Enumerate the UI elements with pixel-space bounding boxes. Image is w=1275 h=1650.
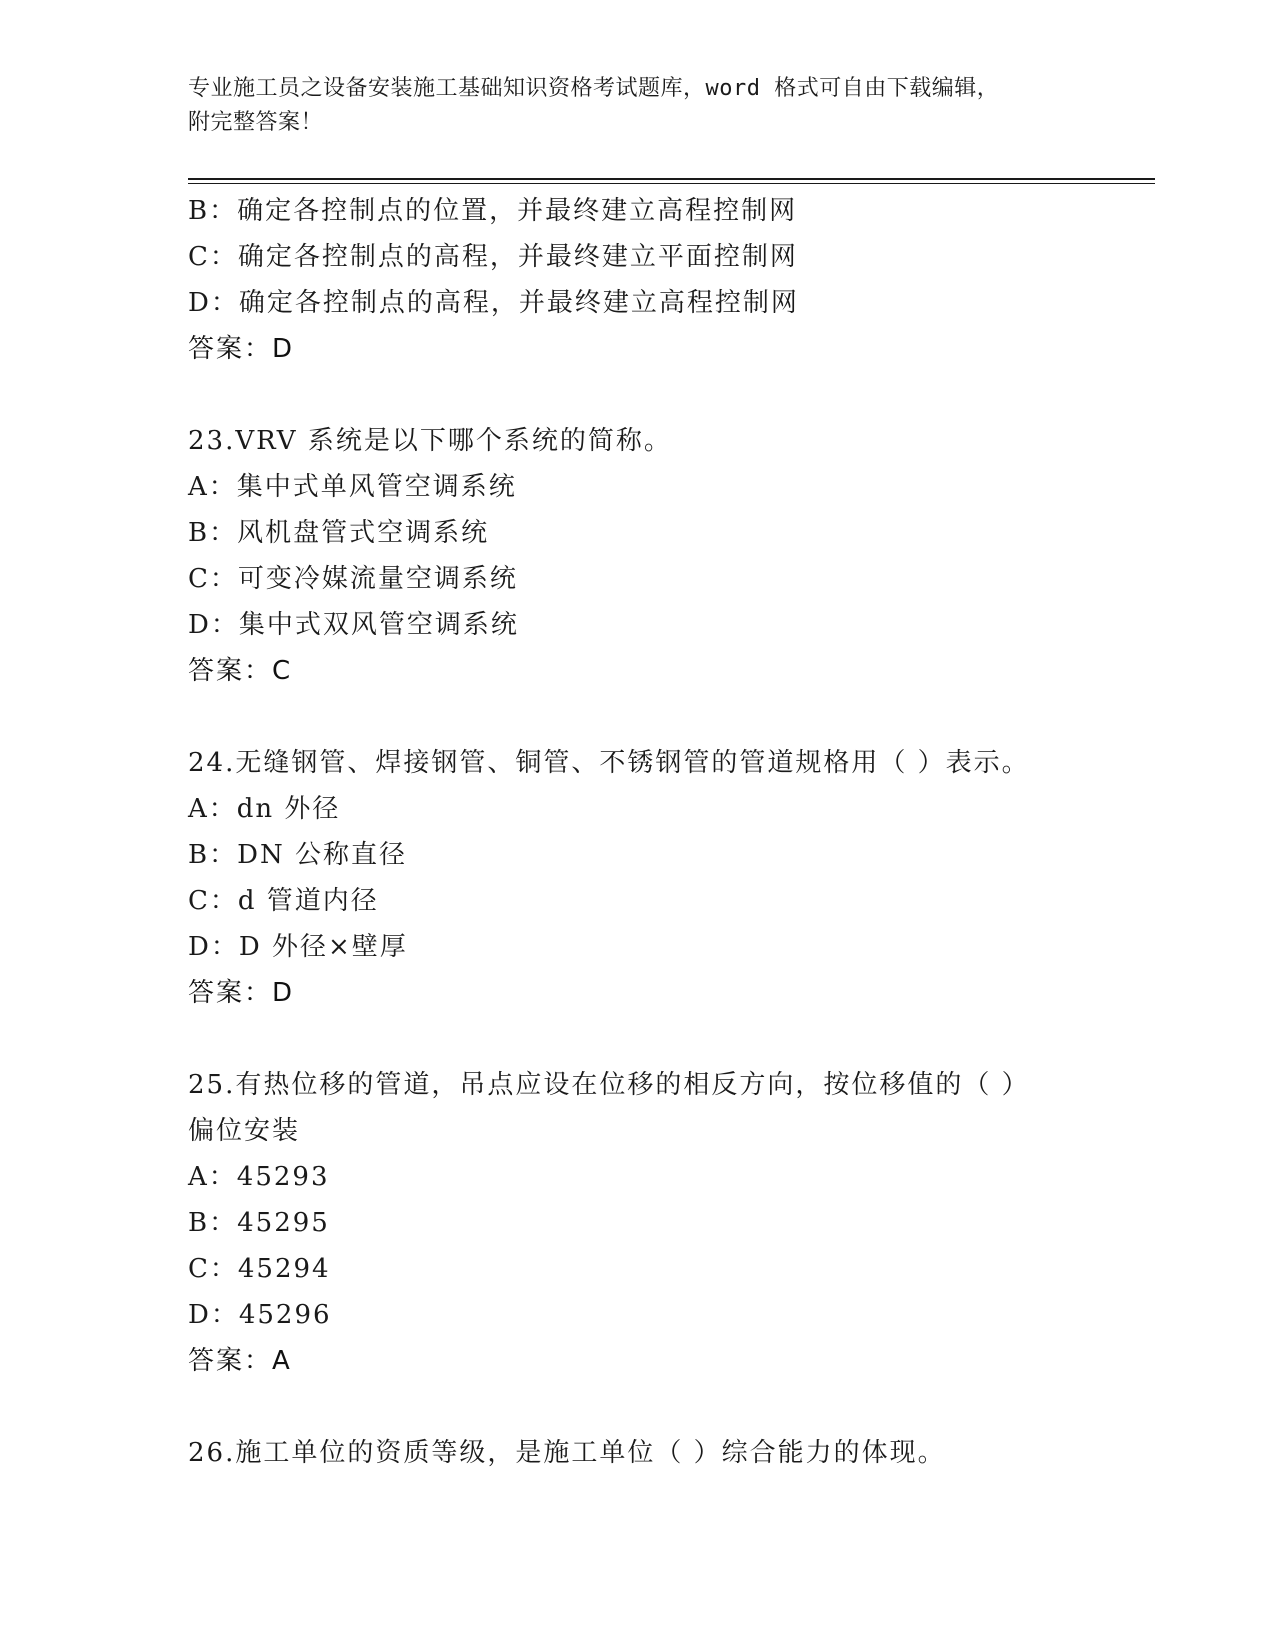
option-c: C：可变冷媒流量空调系统: [188, 564, 518, 594]
header-divider-thick: [188, 178, 1155, 180]
spacer: [188, 1384, 1155, 1430]
spacer: [188, 1016, 1155, 1062]
question-26: [188, 1430, 1155, 1476]
answer-line: 答案：D: [188, 978, 295, 1008]
document-header: [188, 72, 1068, 140]
spacer: [188, 372, 1155, 418]
question-23: [188, 418, 1155, 694]
option-a: A：dn 外径: [188, 794, 341, 824]
spacer: [188, 694, 1155, 740]
question-22: [188, 188, 1155, 372]
header-line-2: 附完整答案！: [188, 110, 324, 135]
option-b: B：风机盘管式空调系统: [188, 518, 490, 548]
question-24: [188, 740, 1155, 1016]
option-d: D：确定各控制点的高程，并最终建立高程控制网: [188, 288, 799, 318]
answer-line: 答案：A: [188, 1346, 292, 1376]
option-a: A：45293: [188, 1162, 330, 1192]
answer-line: 答案：C: [188, 656, 293, 686]
option-a: A：集中式单风管空调系统: [188, 472, 517, 502]
option-c: C：45294: [188, 1254, 331, 1284]
option-d: D：集中式双风管空调系统: [188, 610, 519, 640]
header-line-1: 专业施工员之设备安装施工基础知识资格考试题库，word 格式可自由下载编辑，: [188, 76, 1000, 101]
question-list: [188, 188, 1155, 1476]
question-stem-line-2: 偏位安装: [188, 1116, 301, 1146]
question-25: [188, 1062, 1155, 1384]
option-b: B：45295: [188, 1208, 330, 1238]
option-c: C：d 管道内径: [188, 886, 379, 916]
option-d: D：D 外径×壁厚: [188, 932, 408, 962]
option-c: C：确定各控制点的高程，并最终建立平面控制网: [188, 242, 798, 272]
question-stem-line-1: 25.有热位移的管道，吊点应设在位移的相反方向，按位移值的（ ）: [188, 1070, 1030, 1100]
option-b: B：DN 公称直径: [188, 840, 407, 870]
header-divider-thin: [188, 183, 1155, 184]
option-b: B：确定各控制点的位置，并最终建立高程控制网: [188, 196, 798, 226]
question-stem: 26.施工单位的资质等级，是施工单位（ ）综合能力的体现。: [188, 1438, 946, 1468]
question-stem: 24.无缝钢管、焊接钢管、铜管、不锈钢管的管道规格用（ ）表示。: [188, 748, 1030, 778]
answer-line: 答案：D: [188, 334, 295, 364]
option-d: D：45296: [188, 1300, 332, 1330]
question-stem: 23.VRV 系统是以下哪个系统的简称。: [188, 426, 672, 456]
